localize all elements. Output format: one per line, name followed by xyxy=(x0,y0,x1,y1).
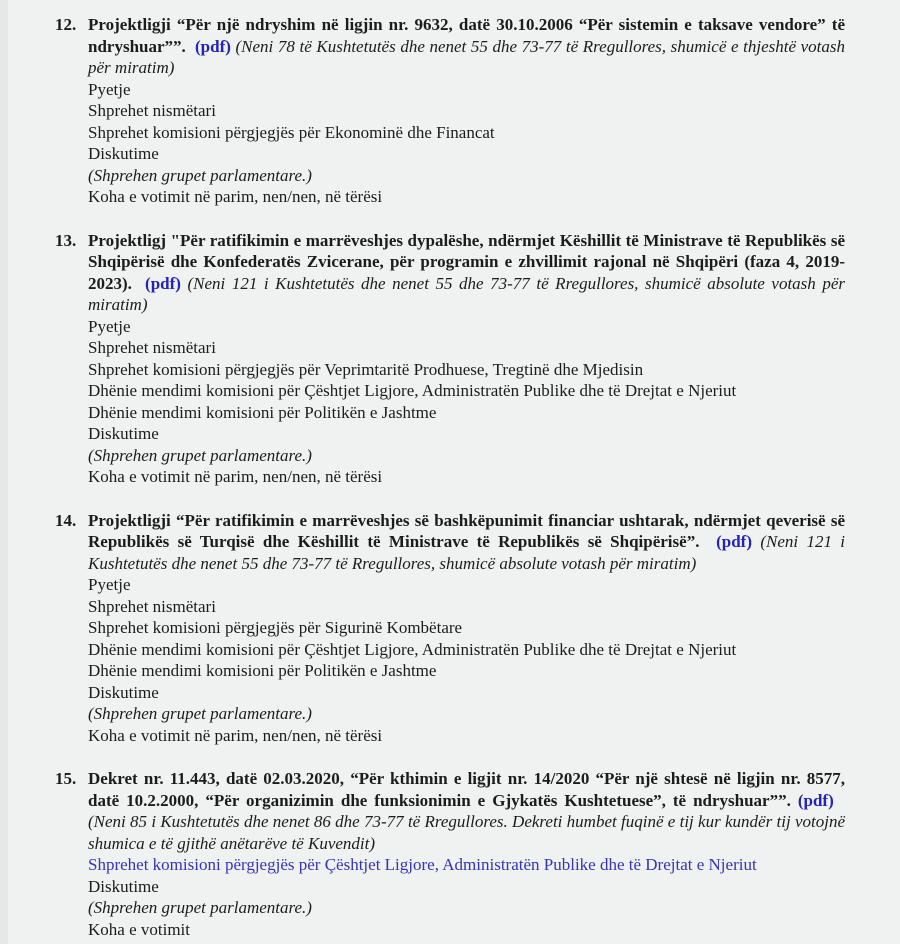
page-edge xyxy=(0,0,8,944)
procedure-line: Dhënie mendimi komisioni për Çështjet Ligjore, Administratën Publike dhe të Drejtat e Njeriut xyxy=(88,381,737,400)
procedure-line: Koha e votimit xyxy=(88,919,190,939)
procedure-line: Koha e votimit në parim, nen/nen, në tërësi xyxy=(88,187,383,206)
procedure-line: Diskutime xyxy=(88,876,159,896)
procedure-line: Diskutime xyxy=(88,682,159,702)
procedure-line-note: (Shprehen grupet parlamentare.) xyxy=(88,165,312,185)
procedure-line: Shprehet nismëtari xyxy=(88,596,216,616)
procedure-line: Diskutime xyxy=(88,144,159,163)
procedure-line: Shprehet komisioni përgjegjës për Sigurinë Kombëtare xyxy=(88,618,463,637)
procedure-line: Shprehet nismëtari xyxy=(88,338,216,357)
procedure-line: Dhënie mendimi komisioni për Politikën e Jashtme xyxy=(88,661,437,680)
item-content xyxy=(88,768,845,940)
procedure-line-note: (Shprehen grupet parlamentare.) xyxy=(88,445,312,465)
pdf-link[interactable]: (pdf) xyxy=(797,790,834,810)
item-number: 12. xyxy=(55,15,77,34)
agenda-item-15 xyxy=(55,768,846,940)
item-legal-note: (Neni 121 i Kushtetutës dhe nenet 55 dhe 73-77 të Rregullores, shumicë absolute votash për miratim) xyxy=(88,532,845,573)
item-heading xyxy=(88,510,845,575)
item-number: 14. xyxy=(55,510,77,530)
item-content xyxy=(88,230,845,488)
procedure-line: Shprehet nismëtari xyxy=(88,101,216,120)
item-legal-note: (Neni 85 i Kushtetutës dhe nenet 86 dhe 73-77 të Rregullores. Dekreti humbet fuqinë e tij kur kundër tij votojnë shumica e të gjithë anëtarëve të Kuvendit) xyxy=(88,812,845,853)
pdf-link[interactable]: (pdf) xyxy=(145,273,181,293)
procedure-line: Pyetje xyxy=(88,575,131,594)
procedure-line: Koha e votimit në parim, nen/nen, në tërësi xyxy=(88,725,383,745)
item-title: Projektligj "Për ratifikimin e marrëveshjes dypalëshe, ndërmjet Këshillit të Ministrave të Republikës së Shqipërisë dhe Konfederatës Zvicerane, për programin e zhvillimit rajonal në Shqipëri (faza 4, 2019-2023). xyxy=(88,230,845,293)
procedure-line: Dhënie mendimi komisioni për Politikën e Jashtme xyxy=(88,402,437,422)
item-content xyxy=(88,14,845,208)
pdf-link[interactable]: (pdf) xyxy=(195,36,231,56)
item-heading xyxy=(88,14,845,79)
item-legal-note: (Neni 78 të Kushtetutës dhe nenet 55 dhe 73-77 të Rregullores, shumicë e thjeshtë votash për miratim) xyxy=(88,36,845,77)
agenda-item-12 xyxy=(55,14,846,208)
item-title: Projektligji “Për ratifikimin e marrëveshjes së bashkëpunimit financiar ushtarak, ndërmjet qeverisë së Republikës së Turqisë dhe Këshillit të Ministrave të Republikës së Shqipërisë”. xyxy=(88,510,845,551)
item-title: Dekret nr. 11.443, datë 02.03.2020, “Për kthimin e ligjit nr. 14/2020 “Për një shtesë në ligjin nr. 8577, datë 10.2.2000, “Për organizimin dhe funksionimin e Gjykatës Kushtetuese”, të ndryshuar””. xyxy=(88,769,845,810)
procedure-line: Diskutime xyxy=(88,424,159,443)
item-number: 13. xyxy=(55,230,77,250)
item-heading xyxy=(88,230,845,316)
item-heading xyxy=(88,768,845,854)
agenda-item-13 xyxy=(55,230,846,488)
responsible-committee-link[interactable]: Shprehet komisioni përgjegjës për Çështjet Ligjore, Administratën Publike dhe të Drejtat e Njeriut xyxy=(88,855,757,874)
procedure-line: Dhënie mendimi komisioni për Çështjet Ligjore, Administratën Publike dhe të Drejtat e Njeriut xyxy=(88,639,737,659)
agenda-item-14 xyxy=(55,510,846,747)
item-title: Projektligji “Për një ndryshim në ligjin nr. 9632, datë 30.10.2006 “Për sistemin e taksave vendore” të ndryshuar””. xyxy=(88,15,845,56)
procedure-line: Pyetje xyxy=(88,79,131,99)
procedure-line-note: (Shprehen grupet parlamentare.) xyxy=(88,704,312,723)
procedure-line: Koha e votimit në parim, nen/nen, në tërësi xyxy=(88,467,383,486)
procedure-line-note: (Shprehen grupet parlamentare.) xyxy=(88,898,312,917)
item-number: 15. xyxy=(55,769,77,788)
item-content xyxy=(88,510,845,747)
procedure-line: Shprehet komisioni përgjegjës për Veprimtaritë Prodhuese, Tregtinë dhe Mjedisin xyxy=(88,359,644,379)
pdf-link[interactable]: (pdf) xyxy=(716,532,753,551)
procedure-line: Shprehet komisioni përgjegjës për Ekonominë dhe Financat xyxy=(88,122,495,142)
procedure-line: Pyetje xyxy=(88,316,131,336)
item-legal-note: (Neni 121 i Kushtetutës dhe nenet 55 dhe 73-77 të Rregullores, shumicë absolute votash për miratim) xyxy=(88,273,846,314)
